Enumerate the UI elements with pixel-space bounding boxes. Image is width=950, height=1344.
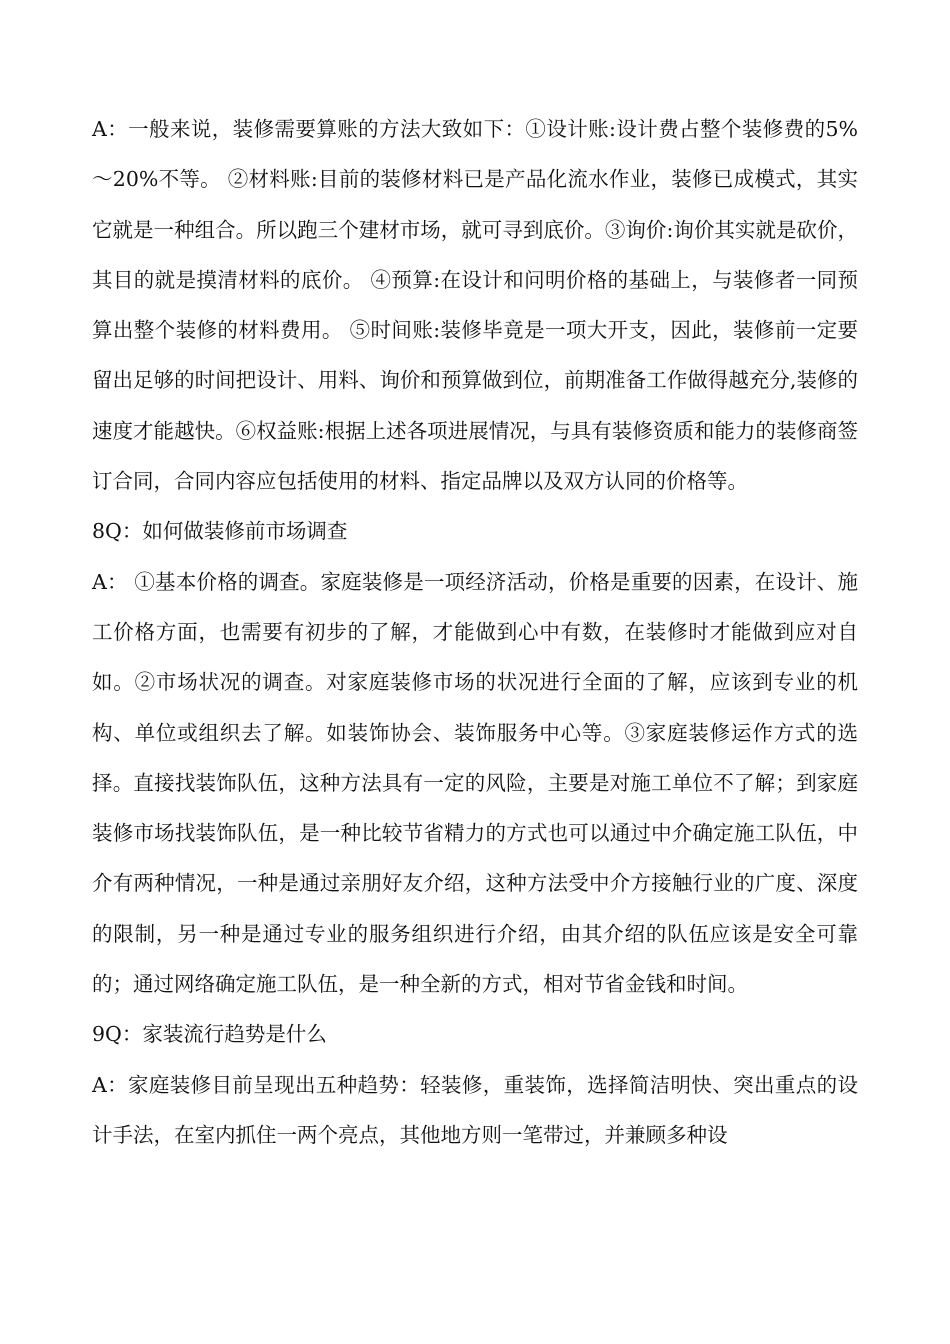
question-heading-8: 8Q：如何做装修前市场调查 bbox=[92, 519, 348, 544]
question-heading-9: 9Q：家装流行趋势是什么 bbox=[92, 1022, 327, 1047]
answer-paragraph-accounting: A：一般来说，装修需要算账的方法大致如下：①设计账:设计费占整个装修费的5%～20%不等。 ②材料账:目前的装修材料已是产品化流水作业，装修已成模式，其实它就是一种组合。所以跑三个建材市场，就可寻到底价。③询价:询价其实就是砍价，其目的就是摸清材料的底价。 ④预算:在设计和问明价格的基础上，与装修者一同预算出整个装修的材料费用。 ⑤时间账:装修毕竟是一项大开支，因此，装修前一定要留出足够的时间把设计、用料、询价和预算做到位，前期准备工作做得越充分,装修的速度才能越快。⑥权益账:根据上述各项进展情况，与具有装修资质和能力的装修商签订合同，合同内容应包括使用的材料、指定品牌以及双方认同的价格等。 bbox=[92, 117, 858, 494]
answer-paragraph-market-survey: A： ①基本价格的调查。家庭装修是一项经济活动，价格是重要的因素，在设计、施工价格方面，也需要有初步的了解，才能做到心中有数，在装修时才能做到应对自如。②市场状况的调查。对家庭装修市场的状况进行全面的了解，应该到专业的机构、单位或组织去了解。如装饰协会、装饰服务中心等。③家庭装修运作方式的选择。直接找装饰队伍，这种方法具有一定的风险，主要是对施工单位不了解；到家庭装修市场找装饰队伍，是一种比较节省精力的方式也可以通过中介确定施工队伍，中介有两种情况，一种是通过亲朋好友介绍，这种方法受中介方接触行业的广度、深度的限制，另一种是通过专业的服务组织进行介绍，由其介绍的队伍应该是安全可靠的；通过网络确定施工队伍，是一种全新的方式，相对节省金钱和时间。 bbox=[92, 569, 858, 997]
answer-paragraph-trends: A：家庭装修目前呈现出五种趋势：轻装修，重装饰，选择简洁明快、突出重点的设计手法，在室内抓住一两个亮点，其他地方则一笔带过，并兼顾多种设 bbox=[92, 1072, 858, 1147]
